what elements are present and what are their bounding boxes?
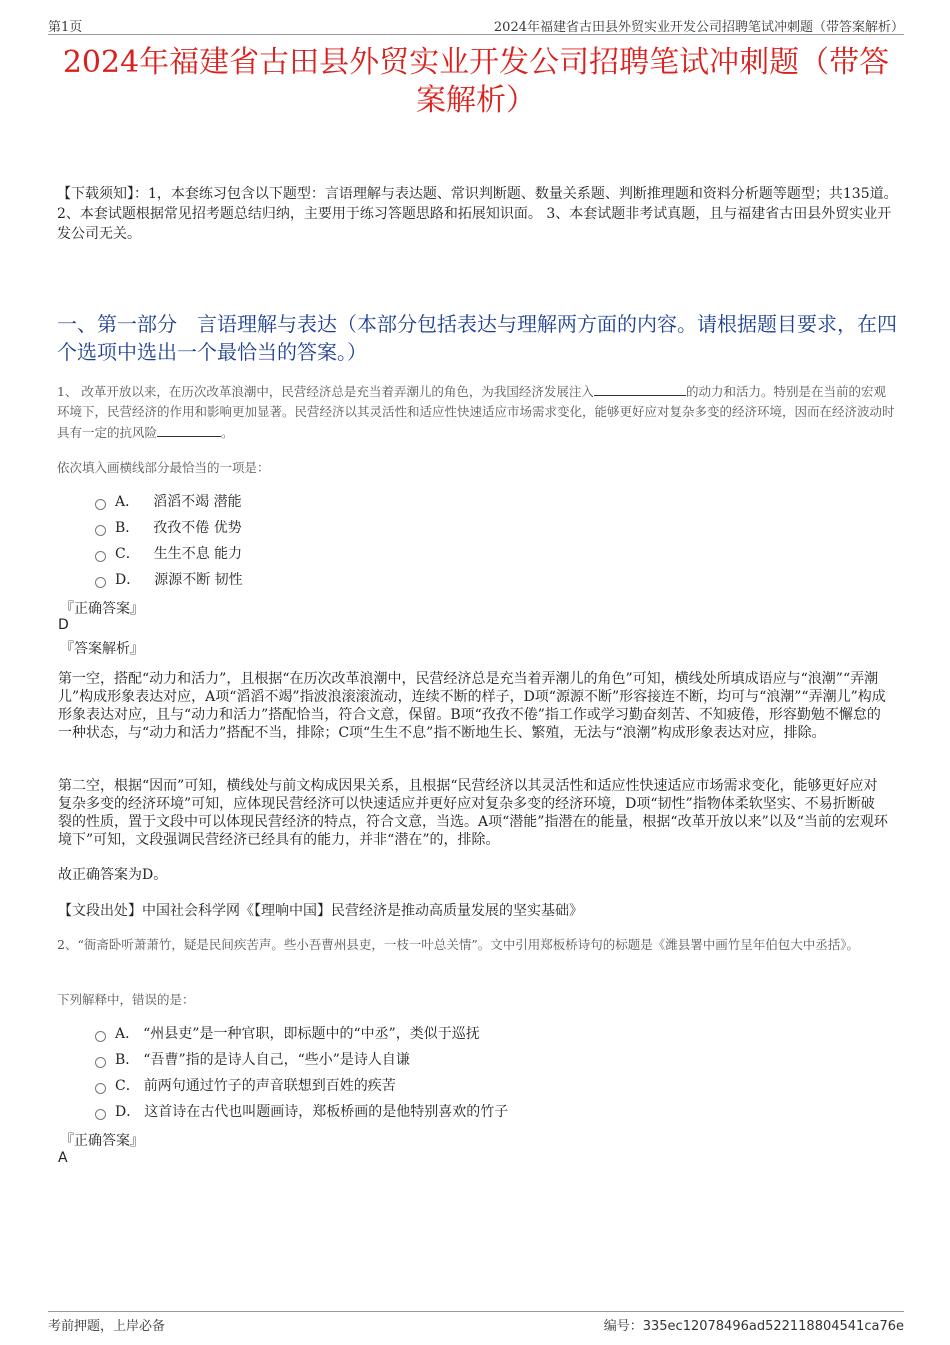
footer-divider [48, 1311, 904, 1312]
option-text: 源源不断 韧性 [154, 572, 243, 588]
question-1-stem [57, 381, 895, 443]
section-heading: 一、第一部分 言语理解与表达（本部分包括表达与理解两方面的内容。请根据题目要求，在四个选项中选出一个最恰当的答案。） [57, 312, 897, 364]
radio-button[interactable] [95, 1109, 106, 1120]
option-letter: D． [115, 1104, 141, 1120]
download-notice: 【下载须知】：1，本套练习包含以下题型：言语理解与表达题、常识判断题、数量关系题、判断推理题和资料分析题等题型；共135道。 2、本套试题根据常见招考题总结归纳，主要用于练习答题思路和拓展知识面。 3、本套试题非考试真题，且与福建省古田县外贸实业开发公司无关。 [57, 186, 898, 242]
analysis-paragraph-1: 第一空，搭配“动力和活力”，且根据“在历次改革浪潮中，民营经济总是充当着弄潮儿的角色”可知，横线处所填成语应与“浪潮”“弄潮儿”构成形象表达对应，A项“滔滔不竭”指波浪滚滚流动，连续不断的样子，D项“源源不断”形容接连不断，均可与“浪潮”“弄潮儿”构成形象表达对应，且与“动力和活力”搭配恰当，符合文意，保留。B项“孜孜不倦”指工作或学习勤奋刻苦、不知疲倦，形容勤勉不懈怠的一种状态，与“动力和活力”搭配不当，排除；C项“生生不息”指不断地生长、繁殖，无法与“浪潮”构成形象表达对应，排除。 [58, 671, 886, 741]
question-2-stem: 2、“衙斋卧听萧萧竹，疑是民间疾苦声。些小吾曹州县吏，一枝一叶总关情”。文中引用郑板桥诗句的标题是《潍县署中画竹呈年伯包大中丞括》。 [57, 937, 859, 952]
radio-button[interactable] [95, 551, 106, 562]
option-text: 孜孜不倦 优势 [153, 520, 242, 536]
source-citation: 【文段出处】中国社会科学网《【理响中国】民营经济是推动高质量发展的坚实基础》 [58, 903, 583, 919]
option-letter: A． [115, 1026, 140, 1042]
footer-code [604, 1315, 904, 1334]
header-doc-title: 2024年福建省古田县外贸实业开发公司招聘笔试冲刺题（带答案解析） [493, 20, 904, 35]
analysis-paragraph-2: 第二空，根据“因而”可知，横线处与前文构成因果关系，且根据“民营经济以其灵活性和适应性快速适应市场需求变化，能够更好应对复杂多变的经济环境”可知，应体现民营经济可以快速适应并更好应对复杂多变的经济环境，D项“韧性”指物体柔软坚实、不易折断破裂的性质，置于文段中可以体现民营经济的特点，符合文意，当选。A项“潜能”指潜在的能量，根据“改革开放以来”以及“当前的宏观环境下”可知，文段强调民营经济已经具有的能力，并非“潜在”的，排除。 [58, 778, 888, 848]
option-letter: C． [115, 1078, 140, 1094]
option-text: 滔滔不竭 潜能 [153, 494, 242, 510]
question-1-text-b: 的动力和活力。特别是在当前的宏观环境下，民营经济的作用和影响更加显著。民营经济以其灵活性和适应性快速适应市场需求变化，能够更好应对复杂多变的经济环境，因而在经济波动时具有一定的抗风险 [57, 384, 895, 440]
document-title: 2024年福建省古田县外贸实业开发公司招聘笔试冲刺题（带答案解析） [62, 45, 890, 118]
radio-button[interactable] [95, 1031, 106, 1042]
option-a[interactable] [95, 1020, 508, 1046]
fill-blank-2 [157, 422, 221, 437]
option-a[interactable] [95, 488, 243, 514]
analysis-label: 『答案解析』 [60, 641, 144, 657]
option-letter: A． [115, 494, 140, 510]
option-text: “州县吏”是一种官职，即标题中的“中丞”，类似于巡抚 [143, 1026, 480, 1042]
fill-blank-1 [594, 381, 686, 396]
footer-code-value: 335ec12078496ad522118804541ca76e [642, 1319, 904, 1334]
radio-button[interactable] [95, 1083, 106, 1094]
option-c[interactable] [95, 1072, 508, 1098]
option-text: 生生不息 能力 [153, 546, 243, 562]
option-letter: B． [115, 1052, 140, 1068]
answer-value: D [58, 617, 69, 633]
question-2-prompt: 下列解释中，错误的是： [57, 992, 195, 1007]
footer-slogan: 考前押题，上岸必备 [48, 1319, 166, 1334]
option-c[interactable] [95, 540, 243, 566]
radio-button[interactable] [95, 577, 106, 588]
option-text: 前两句通过竹子的声音联想到百姓的疾苦 [143, 1078, 396, 1094]
question-1-text-a: 1、 改革开放以来，在历次改革浪潮中，民营经济总是充当着弄潮儿的角色，为我国经济发展注入 [57, 384, 594, 399]
radio-button[interactable] [95, 525, 106, 536]
page-number: 第1页 [48, 20, 83, 35]
option-b[interactable] [95, 1046, 508, 1072]
option-d[interactable] [95, 566, 243, 592]
option-b[interactable] [95, 514, 243, 540]
question-2-options [95, 1020, 508, 1124]
answer-label: 『正确答案』 [60, 1133, 144, 1149]
radio-button[interactable] [95, 499, 106, 510]
question-1-text-c: 。 [221, 425, 234, 440]
option-letter: D． [115, 572, 141, 588]
option-letter: C． [115, 546, 140, 562]
question-1-prompt: 依次填入画横线部分最恰当的一项是： [57, 460, 270, 475]
option-text: “吾曹”指的是诗人自己，“些小”是诗人自谦 [143, 1052, 410, 1068]
option-letter: B． [115, 520, 140, 536]
answer-label: 『正确答案』 [60, 601, 144, 617]
option-d[interactable] [95, 1098, 508, 1124]
radio-button[interactable] [95, 1057, 106, 1068]
answer-value: A [58, 1150, 68, 1166]
question-1-options [95, 488, 243, 592]
page-header [48, 14, 904, 35]
footer-code-label: 编号： [603, 1319, 643, 1334]
analysis-conclusion: 故正确答案为D。 [58, 867, 168, 883]
option-text: 这首诗在古代也叫题画诗，郑板桥画的是他特别喜欢的竹子 [144, 1104, 509, 1120]
